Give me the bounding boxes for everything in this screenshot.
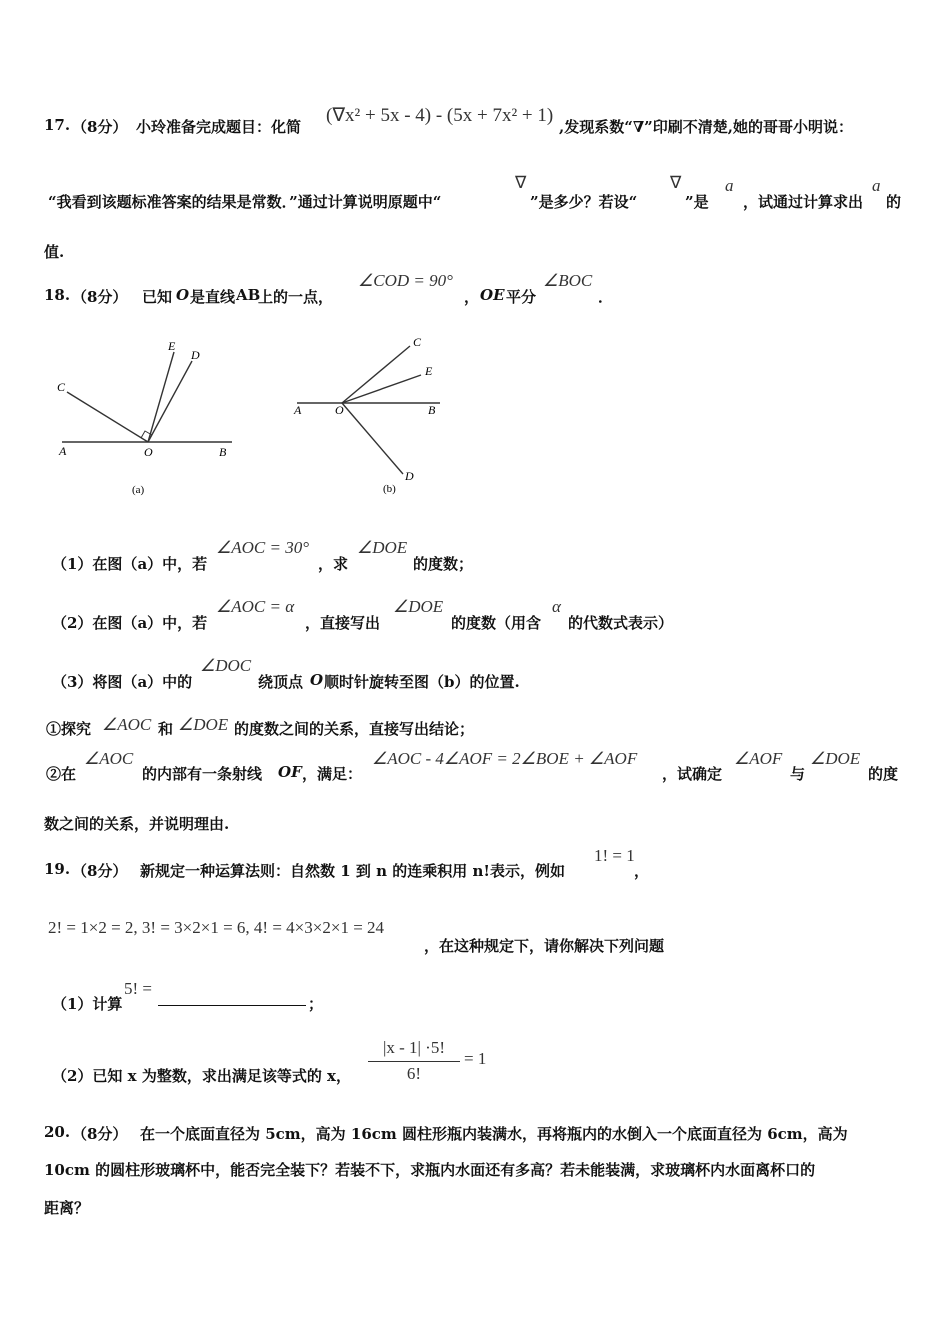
q17-score: （8分） xyxy=(72,118,128,136)
q18-s2-b: 的内部有一条射线 xyxy=(142,765,263,783)
q19-p1-m: 5! = xyxy=(124,979,152,998)
fig-a-ray-OC xyxy=(67,392,148,442)
fig-b-ray-OC xyxy=(342,346,410,403)
fig-b-caption: (b) xyxy=(383,483,396,495)
q19-answer-blank[interactable] xyxy=(158,991,306,1006)
q18-p2-m1: ∠AOC = α xyxy=(216,597,295,616)
q17-line2-a: “我看到该题标准答案的结果是常数．”通过计算说明原题中“ xyxy=(48,193,442,211)
fig-b-label-C: C xyxy=(413,335,422,349)
q18-text-a: 已知 xyxy=(142,288,173,306)
q18-p1-b: ，求 xyxy=(318,555,349,573)
q19-frac-numerator: |x - 1| ·5! xyxy=(382,1038,446,1057)
fig-b-label-E: E xyxy=(425,364,433,378)
fig-b-label-D: D xyxy=(405,469,414,483)
q20-number: 20. xyxy=(44,1123,71,1141)
q18-s2-d: ，试确定 xyxy=(662,765,723,783)
fig-b-ray-OE xyxy=(342,375,421,403)
q19-text-b: ， xyxy=(634,862,650,880)
q18-p2-d: 的代数式表示） xyxy=(568,614,674,632)
q17-line2-b: ”是多少？若设“ xyxy=(530,193,638,211)
fig-b-label-A: A xyxy=(294,403,302,417)
q19-p2-a: （2）已知 x 为整数，求出满足该等式的 x， xyxy=(52,1067,351,1085)
q19-example-1: 1! = 1 xyxy=(594,846,635,865)
fig-b-label-O: O xyxy=(335,403,344,417)
q17-number: 17. xyxy=(44,116,71,134)
q18-s2-f: 的度 xyxy=(868,765,899,783)
fig-a-label-O: O xyxy=(144,445,153,459)
q17-nabla-1: ∇ xyxy=(515,173,527,192)
q18-O: O xyxy=(176,286,190,304)
q18-s2-m3: ∠AOF xyxy=(734,749,783,768)
q18-p3-a: （3）将图（a）中的 xyxy=(52,673,193,691)
q19-number: 19. xyxy=(44,860,71,878)
q17-nabla-2: ∇ xyxy=(670,173,682,192)
q19-text-c: ，在这种规定下，请你解决下列问题 xyxy=(424,937,665,955)
fig-a-label-B: B xyxy=(219,445,227,459)
q19-frac-equals: = 1 xyxy=(464,1049,487,1068)
q18-s2-a: ②在 xyxy=(46,765,77,783)
q18-p2-c: 的度数（用含 xyxy=(451,614,542,632)
q18-cond2: ∠BOC xyxy=(543,271,593,290)
fig-a-ray-OE xyxy=(148,352,174,442)
q18-p3-c: 顺时针旋转至图（b）的位置. xyxy=(324,673,520,691)
q17-line2-e: 的 xyxy=(886,193,902,211)
q18-text-c: 上的一点， xyxy=(258,288,334,306)
q19-p1-end: ； xyxy=(308,995,324,1013)
q17-var-a-1: a xyxy=(725,176,734,195)
q19-fraction xyxy=(368,1037,460,1085)
q18-AB: AB xyxy=(236,286,261,304)
fig-a-caption: (a) xyxy=(132,484,145,496)
q17-text: 小玲准备完成题目：化简 xyxy=(136,118,302,136)
fig-b-label-B: B xyxy=(428,403,436,417)
fig-a-label-A: A xyxy=(59,444,67,458)
q18-p1-m2: ∠DOE xyxy=(357,538,408,557)
figure-a xyxy=(50,335,250,500)
q18-p3-b: 绕顶点 xyxy=(258,673,304,691)
q19-p1-a: （1）计算 xyxy=(52,995,123,1013)
q18-s1-c: 的度数之间的关系，直接写出结论； xyxy=(234,720,475,738)
q18-s2-OF: OF xyxy=(278,763,302,781)
q18-s2-m2: ∠AOC - 4∠AOF = 2∠BOE + ∠AOF xyxy=(372,749,638,768)
q17-expression: (∇x² + 5x - 4) - (5x + 7x² + 1) xyxy=(326,105,554,126)
q19-frac-denominator: 6! xyxy=(406,1064,422,1083)
q18-p1-m1: ∠AOC = 30° xyxy=(216,538,310,557)
fig-b-ray-OD xyxy=(342,403,403,474)
q18-OE: OE xyxy=(480,286,505,304)
q20-line3: 距离？ xyxy=(44,1199,90,1217)
q17-line3: 值. xyxy=(44,243,65,261)
q18-s1-b: 和 xyxy=(158,720,174,738)
q19-score: （8分） xyxy=(72,862,128,880)
q18-text-b: 是直线 xyxy=(190,288,236,306)
q19-example-2: 2! = 1×2 = 2, 3! = 3×2×1 = 6, 4! = 4×3×2×1 = 24 xyxy=(48,918,385,937)
q18-s2-c: ，满足： xyxy=(302,765,363,783)
q18-s2-g: 数之间的关系，并说明理由. xyxy=(44,815,230,833)
q18-s2-m4: ∠DOE xyxy=(810,749,861,768)
q19-text-a: 新规定一种运算法则：自然数 1 到 n 的连乘积用 n!表示，例如 xyxy=(140,862,565,880)
q18-p3-m1: ∠DOC xyxy=(200,656,252,675)
q18-p2-a: （2）在图（a）中，若 xyxy=(52,614,208,632)
q17-text-b: ,发现系数“∇”印刷不清楚,她的哥哥小明说： xyxy=(559,118,853,136)
q18-score: （8分） xyxy=(72,288,128,306)
q18-cond1: ∠COD = 90° xyxy=(358,271,453,290)
q18-number: 18. xyxy=(44,286,71,304)
q18-s1-a: ①探究 xyxy=(46,720,92,738)
q18-p2-m3: α xyxy=(552,597,561,616)
fig-a-label-D: D xyxy=(191,348,200,362)
q18-text-e: 平分 xyxy=(506,288,537,306)
q18-s1-m2: ∠DOE xyxy=(178,715,229,734)
q18-p1-c: 的度数； xyxy=(413,555,474,573)
q18-s2-m1: ∠AOC xyxy=(84,749,134,768)
q18-p2-m2: ∠DOE xyxy=(393,597,444,616)
q20-line2: 10cm 的圆柱形玻璃杯中，能否完全装下？若装不下，求瓶内水面还有多高？若未能装满，求玻璃杯内水面离杯口的 xyxy=(44,1161,816,1179)
fig-a-label-E: E xyxy=(168,339,176,353)
q20-score: （8分） xyxy=(72,1125,128,1143)
q17-line2-c: ”是 xyxy=(685,193,709,211)
q18-s2-e: 与 xyxy=(790,765,806,783)
q20-line1: 在一个底面直径为 5cm，高为 16cm 圆柱形瓶内装满水，再将瓶内的水倒入一个底面直径为 6cm，高为 xyxy=(140,1125,848,1143)
q18-p2-b: ，直接写出 xyxy=(305,614,381,632)
q19-frac-bar xyxy=(368,1061,460,1062)
q18-p3-O: O xyxy=(310,671,324,689)
q17-line2-d: ，试通过计算求出 xyxy=(743,193,864,211)
q18-text-d: ， xyxy=(464,288,480,306)
q18-text-f: ． xyxy=(598,288,614,306)
q18-s1-m1: ∠AOC xyxy=(102,715,152,734)
fig-a-ray-OD xyxy=(148,361,192,442)
fig-a-label-C: C xyxy=(57,380,66,394)
q18-p1-a: （1）在图（a）中，若 xyxy=(52,555,208,573)
q17-var-a-2: a xyxy=(872,176,881,195)
figure-b xyxy=(285,330,455,500)
